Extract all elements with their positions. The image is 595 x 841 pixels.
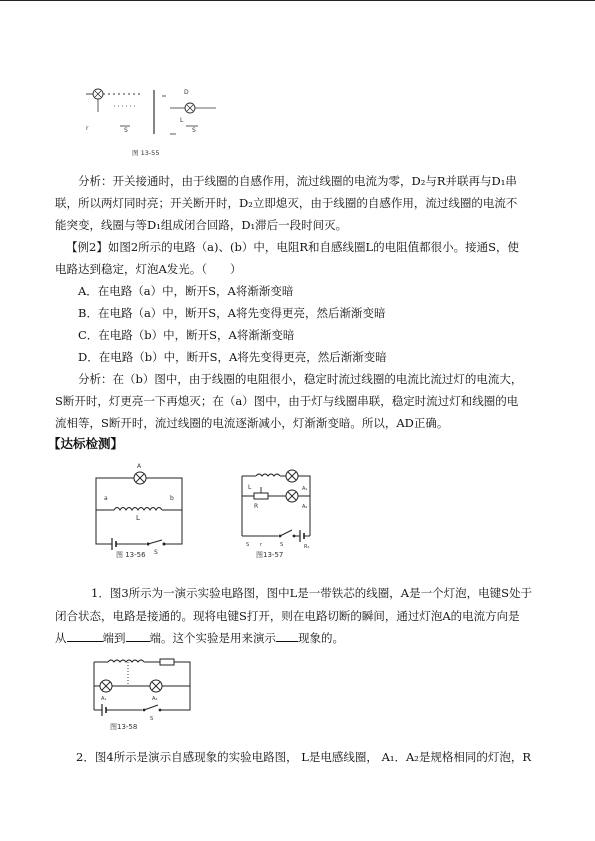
- question-1-line-3: [55, 630, 344, 646]
- svg-text:S: S: [124, 127, 128, 134]
- svg-text:S: S: [246, 542, 250, 548]
- svg-text:A₁: A₁: [101, 696, 107, 702]
- analysis-2-line-2: S断开时，灯更亮一下再熄灭；在（a）图中，由于灯与线圈串联，稳定时流过灯和线圈的电: [55, 394, 519, 408]
- analysis-2-line-1: 分析：在（b）图中，由于线圈的电阻很小，稳定时流过线圈的电流比流过灯的电流大，: [78, 372, 523, 386]
- q1-text-end: 现象的。: [298, 631, 344, 645]
- question-2-line-1: 2．图4所示是演示自感现象的实验电路图， L是电感线圈， A₁．A₂是规格相同的灯泡，R: [76, 750, 532, 764]
- answer-blank-3[interactable]: [276, 630, 298, 642]
- svg-text:S: S: [192, 127, 196, 134]
- example-2-line-1: 【例2】如图2所示的电路（a)、(b）中，电阻R和自感线圈L的电阻值都很小。接通S，使: [66, 240, 519, 254]
- svg-text:A₂: A₂: [302, 504, 308, 510]
- svg-text:A₁: A₁: [302, 486, 308, 492]
- svg-text:R₁: R₁: [304, 544, 310, 550]
- analysis-1-line-2: 联，所以两灯同时亮；开关断开时，D₂立即熄灭，由于线圈的自感作用，流过线圈的电流不: [55, 196, 518, 210]
- option-b: B．在电路（a）中，断开S，A将先变得更亮，然后渐渐变暗: [78, 306, 386, 320]
- svg-text:A₂: A₂: [152, 696, 158, 702]
- analysis-2-line-3: 流相等，S断开时，流过线圈的电流逐渐减小，灯渐渐变暗。所以，AD正确。: [55, 416, 449, 430]
- circuit-figure-13-55: [84, 82, 224, 158]
- question-1-line-1: 1．图3所示为一演示实验电路图，图中L是一带铁芯的线圈，A是一个灯泡，电键S处于: [91, 586, 532, 600]
- answer-blank-2[interactable]: [126, 630, 150, 642]
- option-d: D．在电路（b）中，断开S，A将先变得更亮，然后渐渐变暗: [78, 350, 387, 364]
- svg-text:A: A: [137, 463, 142, 470]
- svg-text:L: L: [248, 484, 252, 491]
- option-c: C．在电路（b）中，断开S，A将渐渐变暗: [78, 328, 295, 342]
- svg-text:r: r: [86, 125, 89, 132]
- circuit-figure-13-58: [86, 652, 198, 734]
- section-title: 【达标检测】: [48, 436, 124, 451]
- svg-text:L: L: [136, 514, 140, 522]
- svg-text:S: S: [154, 549, 158, 556]
- figure-caption: 图 13-56: [116, 551, 146, 559]
- svg-text:b: b: [170, 495, 174, 502]
- question-1-line-2: 闭合状态，电路是接通的。现将电键S打开，则在电路切断的瞬间，通过灯泡A的电流方向是: [55, 609, 520, 623]
- svg-text:R: R: [254, 503, 259, 510]
- svg-text:S: S: [280, 542, 284, 548]
- figure-caption: 图 13-55: [132, 149, 160, 157]
- answer-blank-1[interactable]: [67, 630, 103, 642]
- q1-text-mid2: 端。这个实验是用来演示: [149, 631, 276, 645]
- option-a: A．在电路（a）中，断开S，A将渐渐变暗: [78, 284, 294, 298]
- header-rule: [0, 0, 595, 1]
- q1-text-from: 从: [55, 631, 67, 645]
- svg-text:S: S: [150, 716, 154, 722]
- svg-text:a: a: [104, 495, 108, 502]
- analysis-1-line-3: 能突变，线圈与等D₁组成闭合回路，D₁滞后一段时间灭。: [55, 218, 348, 232]
- svg-text:L: L: [180, 117, 184, 124]
- q1-text-mid1: 端到: [102, 631, 126, 645]
- figure-caption: 图13-57: [256, 551, 284, 559]
- svg-text:D: D: [184, 89, 189, 96]
- example-2-line-2: 电路达到稳定，灯泡A发光。（ ）: [55, 262, 242, 276]
- svg-text:r: r: [260, 542, 263, 548]
- figure-caption: 图13-58: [110, 723, 138, 731]
- analysis-1-line-1: 分析：开关接通时，由于线圈的自感作用，流过线圈的电流为零，D₂与R并联再与D₁串: [78, 174, 517, 188]
- circuit-figure-13-57: [234, 462, 324, 560]
- circuit-figure-13-56: [86, 458, 194, 560]
